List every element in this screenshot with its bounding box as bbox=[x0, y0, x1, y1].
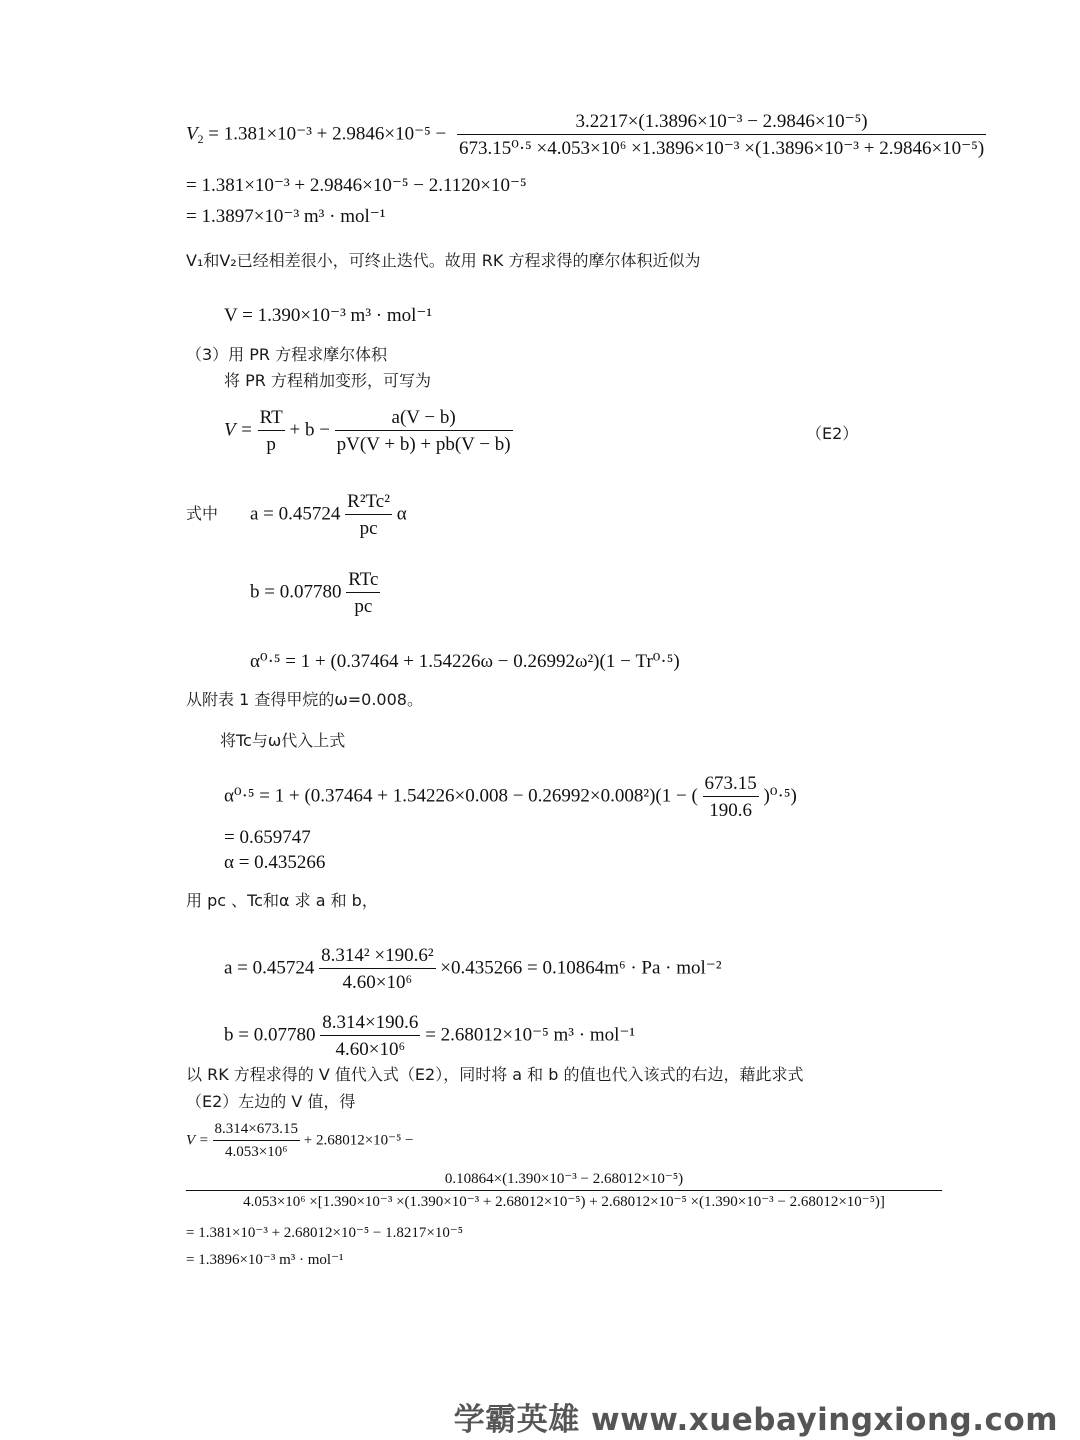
v2-rhs: = 1.381×10⁻³ + 2.9846×10⁻⁵ − bbox=[203, 123, 447, 145]
a-calc-fraction bbox=[319, 946, 435, 992]
v2-fraction-num: 3.2217×(1.3896×10⁻³ − 2.9846×10⁻⁵) bbox=[575, 111, 868, 132]
a-formula bbox=[250, 492, 407, 538]
omega-note: 从附表 1 查得甲烷的ω=0.008。 bbox=[186, 690, 423, 709]
v-final-tail: + 2.68012×10⁻⁵ − bbox=[303, 1132, 414, 1149]
subst-note: 将Tc与ω代入上式 bbox=[220, 731, 346, 750]
e2-fraction-1 bbox=[258, 408, 285, 454]
v-final-num: 8.314×673.15 bbox=[214, 1121, 298, 1137]
v-final-big-num: 0.10864×(1.390×10⁻³ − 2.68012×10⁻⁵) bbox=[444, 1171, 684, 1187]
v2-step1: = 1.381×10⁻³ + 2.9846×10⁻⁵ − 2.1120×10⁻⁵ bbox=[186, 175, 527, 196]
b-calc-den: 4.60×10⁶ bbox=[320, 1035, 420, 1059]
b-calc-fraction bbox=[320, 1013, 420, 1059]
rk-subst-line1: 以 RK 方程求得的 V 值代入式（E2），同时将 a 和 b 的值也代入该式的右边，藉此求式 bbox=[186, 1065, 804, 1084]
b-calc-lhs: b = 0.07780 bbox=[224, 1024, 316, 1046]
alpha-calc-tail: )⁰·⁵) bbox=[763, 785, 797, 807]
a-calc-den: 4.60×10⁶ bbox=[319, 968, 435, 992]
rk-result: V = 1.390×10⁻³ m³ · mol⁻¹ bbox=[224, 305, 433, 326]
a-calc bbox=[224, 946, 722, 992]
a-calc-num: 8.314² ×190.6² bbox=[321, 945, 434, 966]
a-formula-den: pc bbox=[345, 514, 392, 538]
b-formula-fraction bbox=[346, 570, 380, 616]
v-final-lhs: V = bbox=[186, 1132, 209, 1149]
watermark: 学霸英雄 www.xuebayingxiong.com bbox=[453, 1402, 1058, 1438]
e2-equation bbox=[224, 408, 513, 454]
b-formula-num: RTc bbox=[348, 569, 379, 590]
e2-mid: + b − bbox=[289, 419, 330, 441]
alpha-half-value: = 0.659747 bbox=[224, 827, 311, 848]
b-formula-den: pc bbox=[346, 592, 380, 616]
v-final-big-frac bbox=[186, 1172, 942, 1210]
v-final bbox=[186, 1122, 414, 1160]
e2-f2-den: pV(V + b) + pb(V − b) bbox=[335, 430, 513, 454]
v2-lhs-sub: 2 bbox=[197, 132, 204, 146]
v-final-big-fraction bbox=[186, 1172, 942, 1210]
where-label: 式中 bbox=[186, 504, 219, 523]
e2-lhs: V = bbox=[224, 419, 253, 441]
v-final-fraction bbox=[213, 1122, 300, 1160]
rk-conclusion: V₁和V₂已经相差很小，可终止迭代。故用 RK 方程求得的摩尔体积近似为 bbox=[186, 251, 701, 270]
rk-subst-line2: （E2）左边的 V 值，得 bbox=[186, 1092, 356, 1111]
v-final-den: 4.053×10⁶ bbox=[213, 1140, 300, 1160]
a-formula-tail: α bbox=[396, 503, 407, 525]
alpha-formula: α⁰·⁵ = 1 + (0.37464 + 1.54226ω − 0.26992ω²)(1 − Tr⁰·⁵) bbox=[250, 651, 680, 672]
e2-f1-num: RT bbox=[259, 407, 283, 428]
e2-f1-den: p bbox=[258, 430, 285, 454]
b-formula-lhs: b = 0.07780 bbox=[250, 581, 342, 603]
b-calc bbox=[224, 1013, 635, 1059]
e2-f2-num: a(V − b) bbox=[391, 407, 456, 428]
pr-heading: （3）用 PR 方程求摩尔体积 bbox=[186, 345, 388, 364]
v-final-step1: = 1.381×10⁻³ + 2.68012×10⁻⁵ − 1.8217×10⁻⁵ bbox=[186, 1225, 463, 1241]
v-final-big-den: 4.053×10⁶ ×[1.390×10⁻³ ×(1.390×10⁻³ + 2.68012×10⁻⁵) + 2.68012×10⁻⁵ ×(1.390×10⁻³ − 2.68012×10⁻⁵)] bbox=[186, 1190, 942, 1210]
a-formula-fraction bbox=[345, 492, 392, 538]
alpha-calc bbox=[224, 774, 797, 820]
b-calc-num: 8.314×190.6 bbox=[322, 1012, 419, 1033]
ab-note: 用 pc 、Tc和α 求 a 和 b， bbox=[186, 891, 378, 910]
alpha-calc-fraction bbox=[703, 774, 759, 820]
a-calc-tail: ×0.435266 = 0.10864m⁶ · Pa · mol⁻² bbox=[440, 957, 722, 979]
alpha-calc-den: 190.6 bbox=[703, 796, 759, 820]
v2-fraction-den: 673.15⁰·⁵ ×4.053×10⁶ ×1.3896×10⁻³ ×(1.3896×10⁻³ + 2.9846×10⁻⁵) bbox=[457, 134, 986, 158]
pr-intro: 将 PR 方程稍加变形，可写为 bbox=[224, 371, 431, 390]
b-formula bbox=[250, 570, 380, 616]
b-calc-tail: = 2.68012×10⁻⁵ m³ · mol⁻¹ bbox=[425, 1024, 636, 1046]
alpha-calc-lhs: α⁰·⁵ = 1 + (0.37464 + 1.54226×0.008 − 0.26992×0.008²)(1 − ( bbox=[224, 785, 698, 807]
alpha-value: α = 0.435266 bbox=[224, 852, 326, 873]
v2-equation bbox=[186, 112, 986, 158]
v2-fraction bbox=[457, 112, 986, 158]
v2-lhs: V bbox=[186, 123, 198, 145]
v2-step2: = 1.3897×10⁻³ m³ · mol⁻¹ bbox=[186, 206, 386, 227]
a-calc-lhs: a = 0.45724 bbox=[224, 957, 315, 979]
a-formula-lhs: a = 0.45724 bbox=[250, 503, 341, 525]
e2-tag: （E2） bbox=[806, 424, 859, 443]
v-final-step2: = 1.3896×10⁻³ m³ · mol⁻¹ bbox=[186, 1252, 344, 1268]
a-formula-num: R²Tc² bbox=[347, 491, 390, 512]
alpha-calc-num: 673.15 bbox=[704, 773, 757, 794]
e2-fraction-2 bbox=[335, 408, 513, 454]
